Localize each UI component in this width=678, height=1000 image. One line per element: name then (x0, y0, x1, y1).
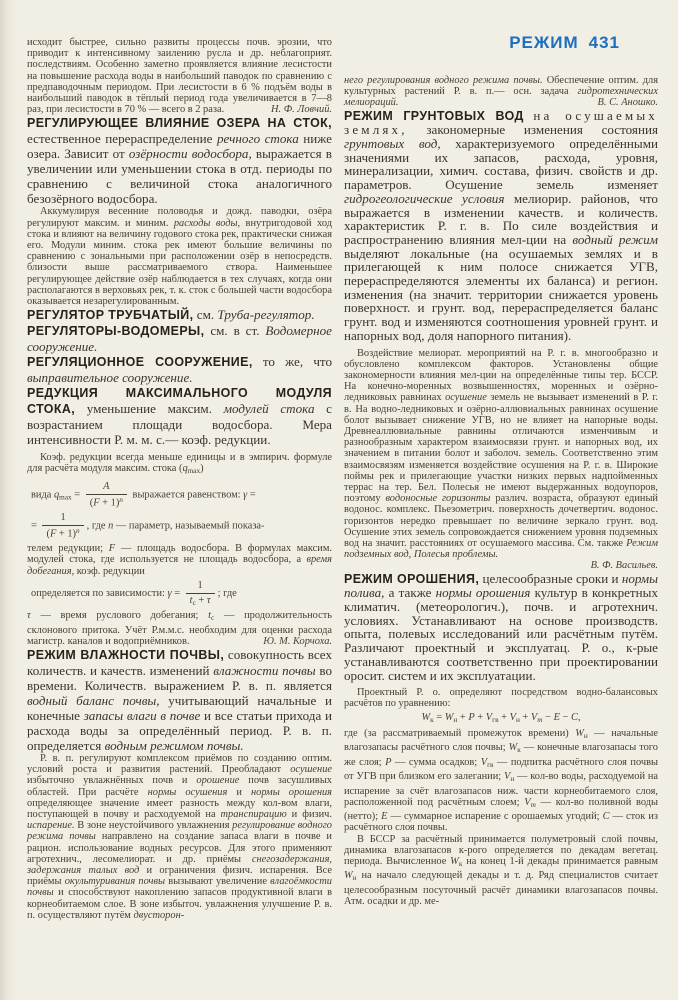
paragraph: исходит быстрее, сильно развиты процессы почв. эрозии, что приводит к интенсивному заилению русла и др. неблагоприят. последствиям. Особенно заметно проявляется влияние лесистости на повышение расхода воды в наибольший паводок по сравнению с предпаводочным периодом. При лесистости в 6 % подъём воды в наибольший паводок в тёплый период года увеличивается в 7—8 раз, при лесистости в 70 % — всего в 2 раза. Н. Ф. Ловчий. (27, 37, 332, 116)
italic-term: W (508, 742, 518, 754)
entry-headword: РЕДУКЦИЯ МАКСИМАЛЬНОГО МОДУЛЯ СТОКА, (27, 386, 332, 417)
italic-term: двусторон- (133, 909, 185, 921)
italic-term: гидротехнических мелиораций. (344, 86, 658, 109)
paragraph: РЕДУКЦИЯ МАКСИМАЛЬНОГО МОДУЛЯ СТОКА, уменьшение максим. модулей стока с возрастанием площади водосбора. Мера интенсивности Р. м. м. с.— коэф. редукции. (27, 386, 332, 448)
author-byline: Н. Ф. Ловчий. (271, 104, 332, 116)
italic-term: E (553, 711, 560, 723)
water-balance-equation: $W_к = W_н + P + V_{гв} + V_н + V_m - E - C$, (421, 711, 581, 724)
italic-term: него регулирования водного режима почвы. (344, 75, 543, 86)
italic-term: F (93, 497, 100, 509)
entry-headword: РЕГУЛЯЦИОННОЕ СООРУЖЕНИЕ, (27, 355, 253, 370)
italic-term: запасы влаги в почве (83, 708, 201, 724)
italic-term: V (509, 711, 516, 723)
italic-term: нормы орошения (435, 585, 531, 601)
paragraph: него регулирования водного режима почвы. Обеспечение оптим. для культурных растений Р. в. п.— осн. задача гидротехнических мелиораций. В. С. Аношко. (344, 75, 658, 109)
italic-term: нормы орошения (251, 786, 333, 798)
italic-term: гидрогеологические условия (344, 190, 505, 206)
italic-term: V (524, 796, 531, 808)
italic-term: E (381, 811, 388, 823)
italic-term: водным режимом почвы. (104, 738, 244, 754)
italic-term: n (108, 520, 114, 532)
italic-term: нормы осушения (147, 786, 228, 798)
text-run: гв (492, 715, 499, 724)
paragraph: РЕЖИМ ГРУНТОВЫХ ВОД на осушаемых землях, закономерные изменения состояния грунтовых вод, характеризуемого определёнными значениями их запасов, расхода, уровня, минерализации, химич. состава, физич. свойств и др. параметров. Осушение земель изменяет гидрогеологические условия мелиорир. районов, что выражается в изменении качеств. и количеств. характеристик Р. г. в. По силе воздействия и распространению влияния мел-ции на водный режим выделяют локальные (на осушаемых землях и в прилегающей к ним полосе снижается УГВ, перераспределяются элементы их баланса) и регион. изменения (на значит. территории снижается уровень поверхност. и грунт. вод, перераспределяется баланс грунт. вод и изменяются соотношения уровней грунт. и напорных вод, доля напорного питания). (344, 107, 658, 343)
paragraph: определяется по зависимости: γ = $\frac{1}{t_с + \tau}$ ; где (31, 579, 237, 607)
paragraph (344, 560, 658, 571)
italic-term: водный режим (572, 231, 658, 247)
letterspaced-term: на осушаемых землях, (344, 107, 658, 138)
italic-term: снегозадержания, задержания талых вод (27, 853, 332, 877)
entry-headword: РЕГУЛЯТОР ТРУБЧАТЫЙ, (27, 308, 194, 323)
text-run: к (430, 715, 434, 724)
italic-term: озёрности водосбора, (128, 146, 252, 162)
fraction-numerator: 1 (42, 512, 83, 526)
author-byline: Ю. М. Корчоха. (263, 635, 332, 647)
italic-term: окультуривания почвы (64, 876, 165, 888)
paragraph: = $\frac{1}{(F + 1)^n}$ , где n — параметр, называемый показа- (31, 512, 265, 540)
fraction-denominator: $(F + 1)^n$ (89, 495, 123, 509)
italic-term: транспирацию (220, 809, 287, 821)
left-column (27, 37, 332, 921)
italic-term: влагоёмкости почвы (27, 876, 332, 899)
text-run: н (510, 775, 515, 784)
italic-term: расходы воды, (173, 217, 241, 229)
fraction (186, 580, 215, 607)
italic-term: выправительное сооружение. (27, 370, 193, 386)
italic-term: t (189, 594, 193, 606)
paragraph: где (за рассматриваемый промежуток времени) $W_н$ — начальные влагозапасы расчётного слоя почвы; $W_к$ — конечные влагозапасы того же слоя; P — сумма осадков; $V_{гв}$ — подпитка расчётного слоя почвы от УГВ при близком его залегании; $V_н$ — кол-во воды, расходуемой на испарение за счёт влагозапасов ниж. части корнеобитаемого слоя, расположенной под расчётным слоем; $V_m$ — кол-во поливной воды (нетто); E — суммарное испарение с орошаемых угодий; C — сток из расчётного слоя почвы. (344, 728, 659, 834)
paragraph: РЕГУЛИРУЮЩЕЕ ВЛИЯНИЕ ОЗЕРА НА СТОК, естественное перераспределение речного стока ниже озера. Зависит от озёрности водосбора, выражается в увеличении или уменьшении стока в отд. периоды по сравнению с величиной стока аналогичного безозёрного водосбора. (27, 116, 332, 207)
entry-headword: РЕЖИМ ГРУНТОВЫХ ВОД (344, 108, 524, 123)
fraction (86, 481, 127, 509)
paragraph: телем редукции; F — площадь водосбора. В формулах максим. модулей стока, где используется не площадь водосбора, а время добегания, коэф. редукции (27, 543, 332, 577)
entry-headword: РЕЖИМ ОРОШЕНИЯ, (344, 571, 480, 586)
italic-term: V (503, 771, 511, 783)
italic-term: водоносные горизонты (385, 493, 491, 505)
text-run: н (515, 715, 520, 724)
italic-term: V (480, 756, 488, 768)
italic-term: V (485, 711, 493, 723)
italic-term: Водомерное сооружение. (27, 323, 332, 355)
italic-term: C (570, 711, 578, 723)
italic-term: грунтовых вод, (344, 136, 441, 152)
italic-term: W (444, 711, 454, 723)
italic-term: W (575, 728, 584, 740)
italic-term: регулирование водного режима почвы (27, 820, 332, 843)
fraction-numerator: 1 (186, 580, 215, 594)
text-run: m (537, 715, 543, 724)
italic-term: q (53, 489, 60, 501)
italic-term: q (182, 463, 188, 475)
fraction-denominator: $t_с + \tau$ (189, 594, 211, 607)
paragraph: Воздействие мелиорат. мероприятий на Р. г. в. многообразно и обусловлено комплексом факторов. Установлены общие закономерности влияния мел-ции на определённые типы тер. БССР. На конечно-моренных возвышенностях, моренных и озёрно-ледниковых равнинах осушение земель не вызывает изменений в Р. г. в. На водно-ледниковых и озёрно-аллювиальных равнинах осушение болот вызывает снижение УГВ, но не влияет на напорные воды. Древнеаллювиальные равнины отличаются изменчивым и разнообразным характером взаимосвязи грунт. и напорных вод, их значением в питании болот и заболоч. земель. Соответственно этим взаимосвязям изменяется воздействие осушения на Р. г. в. Широкие поймы рек и прилегающие участки низких первых надпойменных террас на тер. Бел. Полесья не имеют выдержанных водоупоров, поэтому водоносные горизонты различ. возраста, образуют единый водонос. комплекс. Пьезометрич. поверхность дочетвертич. водонос. горизонтов нередко превышает по величине зеркало грунт. вод. Осушение этих земель сопровождается снижением уровня подземных вод на значит. расстояниях от осушаемого массива. См. также Режим подземных вод, Полесья проблемы. (344, 347, 659, 561)
paragraph: РЕЖИМ ОРОШЕНИЯ, целесообразные сроки и нормы полива, а также нормы орошения культур в конкретных климатич. (метеорологич.), почв. и агротехнич. условиях. Устанавливают на основе производств. опыта, полевых исследований или расчётным путём. Различают проектный и эксплуатац. Р. о., к-рые устанавливаются соответственно при проектировании оросит. систем и их эксплуатации. (344, 570, 659, 683)
text-run: гв (487, 760, 494, 769)
italic-term: осушение (445, 392, 487, 404)
italic-term: W (344, 870, 353, 882)
italic-term: нормы полива, (344, 570, 658, 601)
author-byline: В. С. Аношко. (597, 97, 658, 109)
text-run: n (76, 526, 80, 535)
right-column (344, 75, 658, 907)
italic-term: влажности почвы (213, 663, 316, 679)
paragraph: В БССР за расчётный принимается полуметровый слой почвы, динамика влагозапасов к-рого определяется по декадам вегетац. периода. Вычисленное $W_к$ на конец 1-й декады принимается равным $W_н$ на начало следующей декады и т. д. Ряд специалистов считает целесообразным посуточный расчёт динамики влагозапасов почвы. Атм. осадки и др. ме- (344, 833, 658, 907)
paragraph: РЕГУЛЯТОРЫ-ВОДОМЕРЫ, см. в ст. Водомерное сооружение. (27, 323, 332, 355)
running-head-page-number: 431 (588, 33, 620, 52)
italic-term: W (421, 711, 431, 723)
paragraph: Аккумулируя весенние половодья и дожд. паводки, озёра регулируют максим. и миним. расходы воды, внутригодовой ход стока и влияют на величину годового стока рек, практически снижая его. Модули миним. стока рек имеют большие величины по сравнению с зональными при расположении озёр в непосредств. близости выше рассматриваемого створа. Наименьшее регулирующее действие озёр наблюдается в тех случаях, когда они располагаются в верховьях рек, т. к. сток с большей части водосбора оказывается незарегулированным. (27, 206, 333, 308)
text-run: n (119, 495, 123, 504)
italic-term: C (602, 811, 610, 823)
italic-term: V (530, 711, 538, 723)
entry-headword: РЕГУЛИРУЮЩЕЕ ВЛИЯНИЕ ОЗЕРА НА СТОК, (27, 116, 332, 131)
text-run: m (530, 800, 536, 809)
text-run: max (187, 467, 201, 476)
italic-term: W (450, 855, 459, 867)
fraction-numerator (86, 481, 127, 495)
paragraph: РЕГУЛЯТОР ТРУБЧАТЫЙ, см. Труба-регулятор. (27, 307, 315, 323)
text-run: н (352, 874, 357, 883)
italic-term: В. Ф. Васильев. (590, 560, 658, 572)
text-run: н (453, 715, 458, 724)
text-run: с (192, 598, 196, 607)
italic-term: F (108, 543, 116, 555)
fraction-denominator: $(F + 1)^n$ (46, 526, 80, 540)
italic-term: t (208, 610, 212, 622)
italic-term: модулей стока (223, 401, 315, 417)
text-run: к (517, 746, 521, 755)
italic-term: P (468, 711, 475, 723)
text-run: с (211, 614, 215, 623)
italic-term: речного стока (216, 131, 299, 147)
paragraph: Проектный Р. о. определяют посредством водно-балансовых расчётов по уравнению: (344, 687, 658, 710)
italic-term: водный баланс почвы, (27, 693, 160, 709)
paragraph: Коэф. редукции всегда меньше единицы и в эмпирич. формуле для расчёта модуля максим. стока $(q_{max})$ (27, 452, 332, 476)
italic-term: осушение (290, 764, 332, 776)
fraction (42, 512, 83, 540)
entry-headword: РЕГУЛЯТОРЫ-ВОДОМЕРЫ, (27, 324, 205, 339)
paragraph: τ — время руслового добегания; $t_с$ — продолжительность склонового притока. Учёт Р.м.м.с. необходим для оценки расхода магистр. каналов и водоприёмников. Ю. М. Корчоха. (27, 610, 332, 647)
italic-term: γ (243, 489, 248, 501)
running-head-entry-word: РЕЖИМ (509, 33, 579, 52)
entry-headword: РЕЖИМ ВЛАЖНОСТИ ПОЧВЫ, (27, 648, 225, 663)
paragraph: вида $q_{max}$ = $\frac{A}{(F + 1)^n}$ выражается равенством: γ = (31, 480, 256, 509)
text-run: к (458, 860, 463, 869)
paragraph: Р. в. п. регулируют комплексом приёмов по созданию оптим. условий роста и развития растений. Преобладают осушение избыточно увлажнённых почв и орошение почв засушливых областей. При расчёте нормы осушения и нормы орошения определяющее значение имеет разность между кол-вом влаги, поступающей в почву и расходуемой на транспирацию и физич. испарение. В зоне неустойчивого увлажнения регулирование водного режима почвы направлено на создание запаса влаги в почве и рацион. использование водных ресурсов. Для этого применяют агротехнич., лесомелиорат. и др. приёмы снегозадержания, задержания талых вод и ограничения физич. испарения. Все приёмы окультуривания почвы вызывают увеличение влагоёмкости почвы и способствуют накоплению запасов продуктивной влаги в корнеобитаемом слое. В зоне избыточ. увлажнения улучшение Р. в. п. осуществляют путём двусторон- (27, 753, 333, 921)
italic-term: F (49, 528, 57, 540)
italic-term: орошение (196, 775, 240, 787)
italic-term: Труба-регулятор. (217, 307, 315, 323)
running-head (344, 33, 644, 53)
italic-term: τ (206, 594, 211, 606)
text-run: н (583, 732, 588, 741)
italic-term: испарение. (27, 820, 75, 832)
italic-term: время добегания (27, 554, 332, 577)
paragraph: РЕЖИМ ВЛАЖНОСТИ ПОЧВЫ, совокупность всех количеств. и качеств. изменений влажности почвы во времени. Количеств. выражением Р. в. п. является водный баланс почвы, учитывающий начальные и конечные запасы влаги в почве и все статьи прихода и расхода воды за определённый период. Р. в. п. определяется водным режимом почвы. (27, 647, 333, 754)
italic-term: τ (27, 610, 31, 622)
italic-term: Режим подземных вод, Полесья проблемы. (344, 538, 658, 561)
paragraph: РЕГУЛЯЦИОННОЕ СООРУЖЕНИЕ, то же, что выправительное сооружение. (27, 354, 332, 386)
italic-term: γ (167, 587, 172, 599)
italic-term: P (385, 756, 392, 768)
text-run: max (59, 493, 72, 502)
italic-term: A (103, 480, 110, 492)
